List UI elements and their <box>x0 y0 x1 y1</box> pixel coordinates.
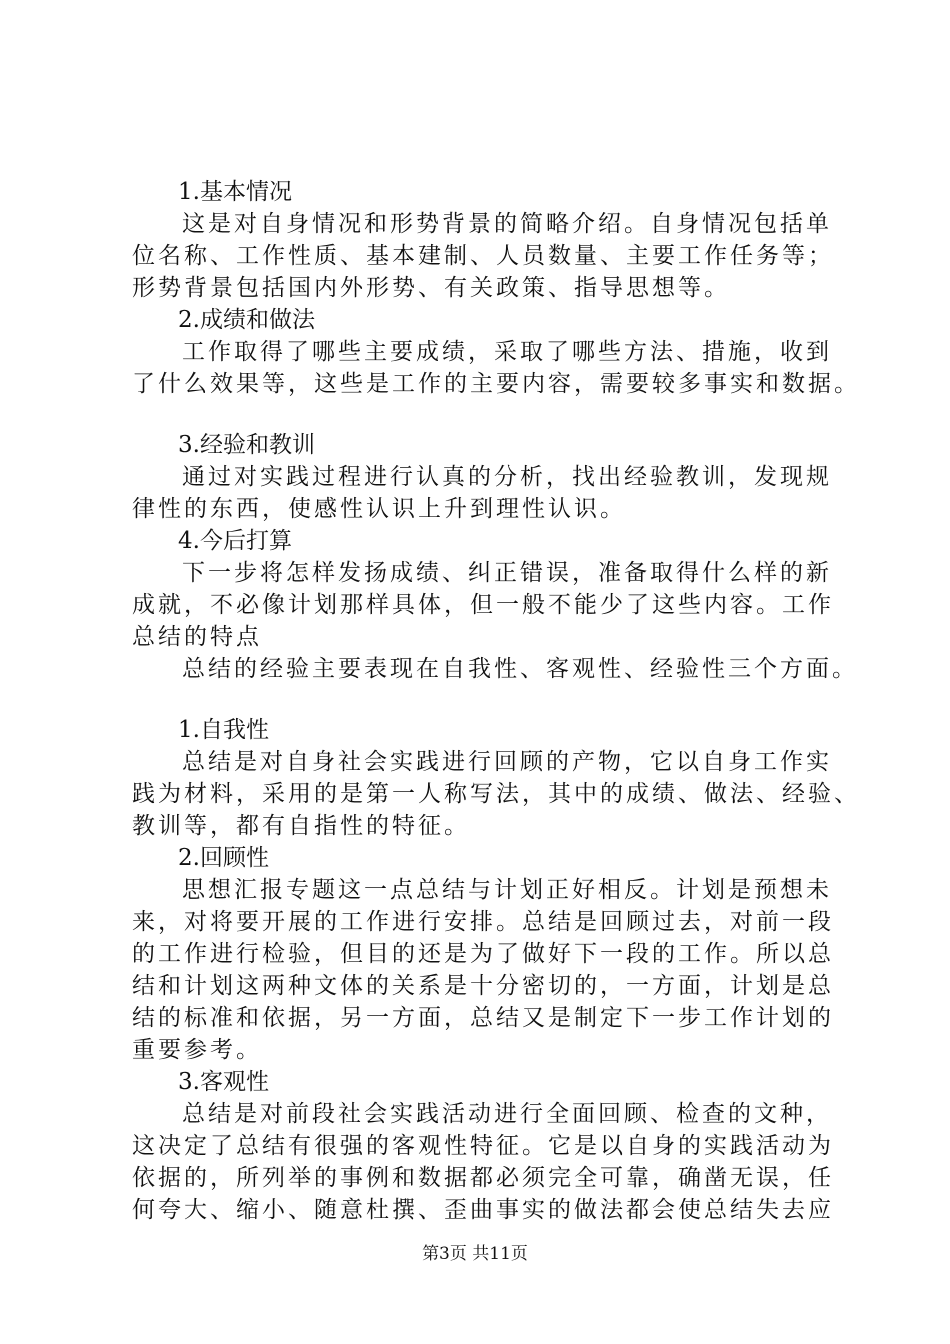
body-text-line: 这决定了总结有很强的客观性特征。它是以自身的实践活动为 <box>132 1133 834 1159</box>
paragraph-spacer <box>132 400 832 429</box>
body-text-line: 工作取得了哪些主要成绩，采取了哪些方法、措施，收到 <box>182 339 832 365</box>
body-text-line: 结的标准和依据，另一方面，总结又是制定下一步工作计划的 <box>132 1005 834 1031</box>
body-text-line: 总结的特点 <box>132 624 262 650</box>
body-text-line: 总结的经验主要表现在自我性、客观性、经验性三个方面。 <box>182 656 858 682</box>
body-text-line: 重要参考。 <box>132 1037 262 1063</box>
body-text-line: 这是对自身情况和形势背景的简略介绍。自身情况包括单 <box>182 211 832 237</box>
body-text-line: 的工作进行检验，但目的还是为了做好下一段的工作。所以总 <box>132 941 834 967</box>
section-heading: 4.今后打算 <box>178 528 292 554</box>
body-text-line: 依据的，所列举的事例和数据都必须完全可靠，确凿无误，任 <box>132 1165 834 1191</box>
page-footer: 第3页 共11页 <box>422 1244 528 1264</box>
body-text-line: 教训等，都有自指性的特征。 <box>132 813 470 839</box>
body-text-line: 结和计划这两种文体的关系是十分密切的，一方面，计划是总 <box>132 973 834 999</box>
body-text-line: 思想汇报专题这一点总结与计划正好相反。计划是预想未 <box>182 877 832 903</box>
document-body <box>132 176 860 1226</box>
section-heading: 3.客观性 <box>178 1069 269 1095</box>
section-heading: 1.自我性 <box>178 717 269 743</box>
body-text-line: 何夸大、缩小、随意杜撰、歪曲事实的做法都会使总结失去应 <box>132 1197 834 1223</box>
paragraph-spacer <box>132 685 832 714</box>
body-text-line: 总结是对自身社会实践进行回顾的产物，它以自身工作实 <box>182 749 832 775</box>
section-heading: 2.成绩和做法 <box>178 307 315 333</box>
body-text-line: 通过对实践过程进行认真的分析，找出经验教训，发现规 <box>182 464 832 490</box>
section-heading: 2.回顾性 <box>178 845 269 871</box>
body-text-line: 形势背景包括国内外形势、有关政策、指导思想等。 <box>132 275 730 301</box>
body-text-line: 践为材料，采用的是第一人称写法，其中的成绩、做法、经验、 <box>132 781 860 807</box>
body-text-line: 总结是对前段社会实践活动进行全面回顾、检查的文种， <box>182 1101 832 1127</box>
section-heading: 1.基本情况 <box>178 179 292 205</box>
body-text-line: 成就，不必像计划那样具体，但一般不能少了这些内容。工作 <box>132 592 834 618</box>
body-text-line: 了什么效果等，这些是工作的主要内容，需要较多事实和数据。 <box>132 371 860 397</box>
body-text-line: 律性的东西，使感性认识上升到理性认识。 <box>132 496 626 522</box>
body-text-line: 来，对将要开展的工作进行安排。总结是回顾过去，对前一段 <box>132 909 834 935</box>
body-text-line: 位名称、工作性质、基本建制、人员数量、主要工作任务等； <box>132 243 834 269</box>
body-text-line: 下一步将怎样发扬成绩、纠正错误，准备取得什么样的新 <box>182 560 832 586</box>
section-heading: 3.经验和教训 <box>178 432 315 458</box>
